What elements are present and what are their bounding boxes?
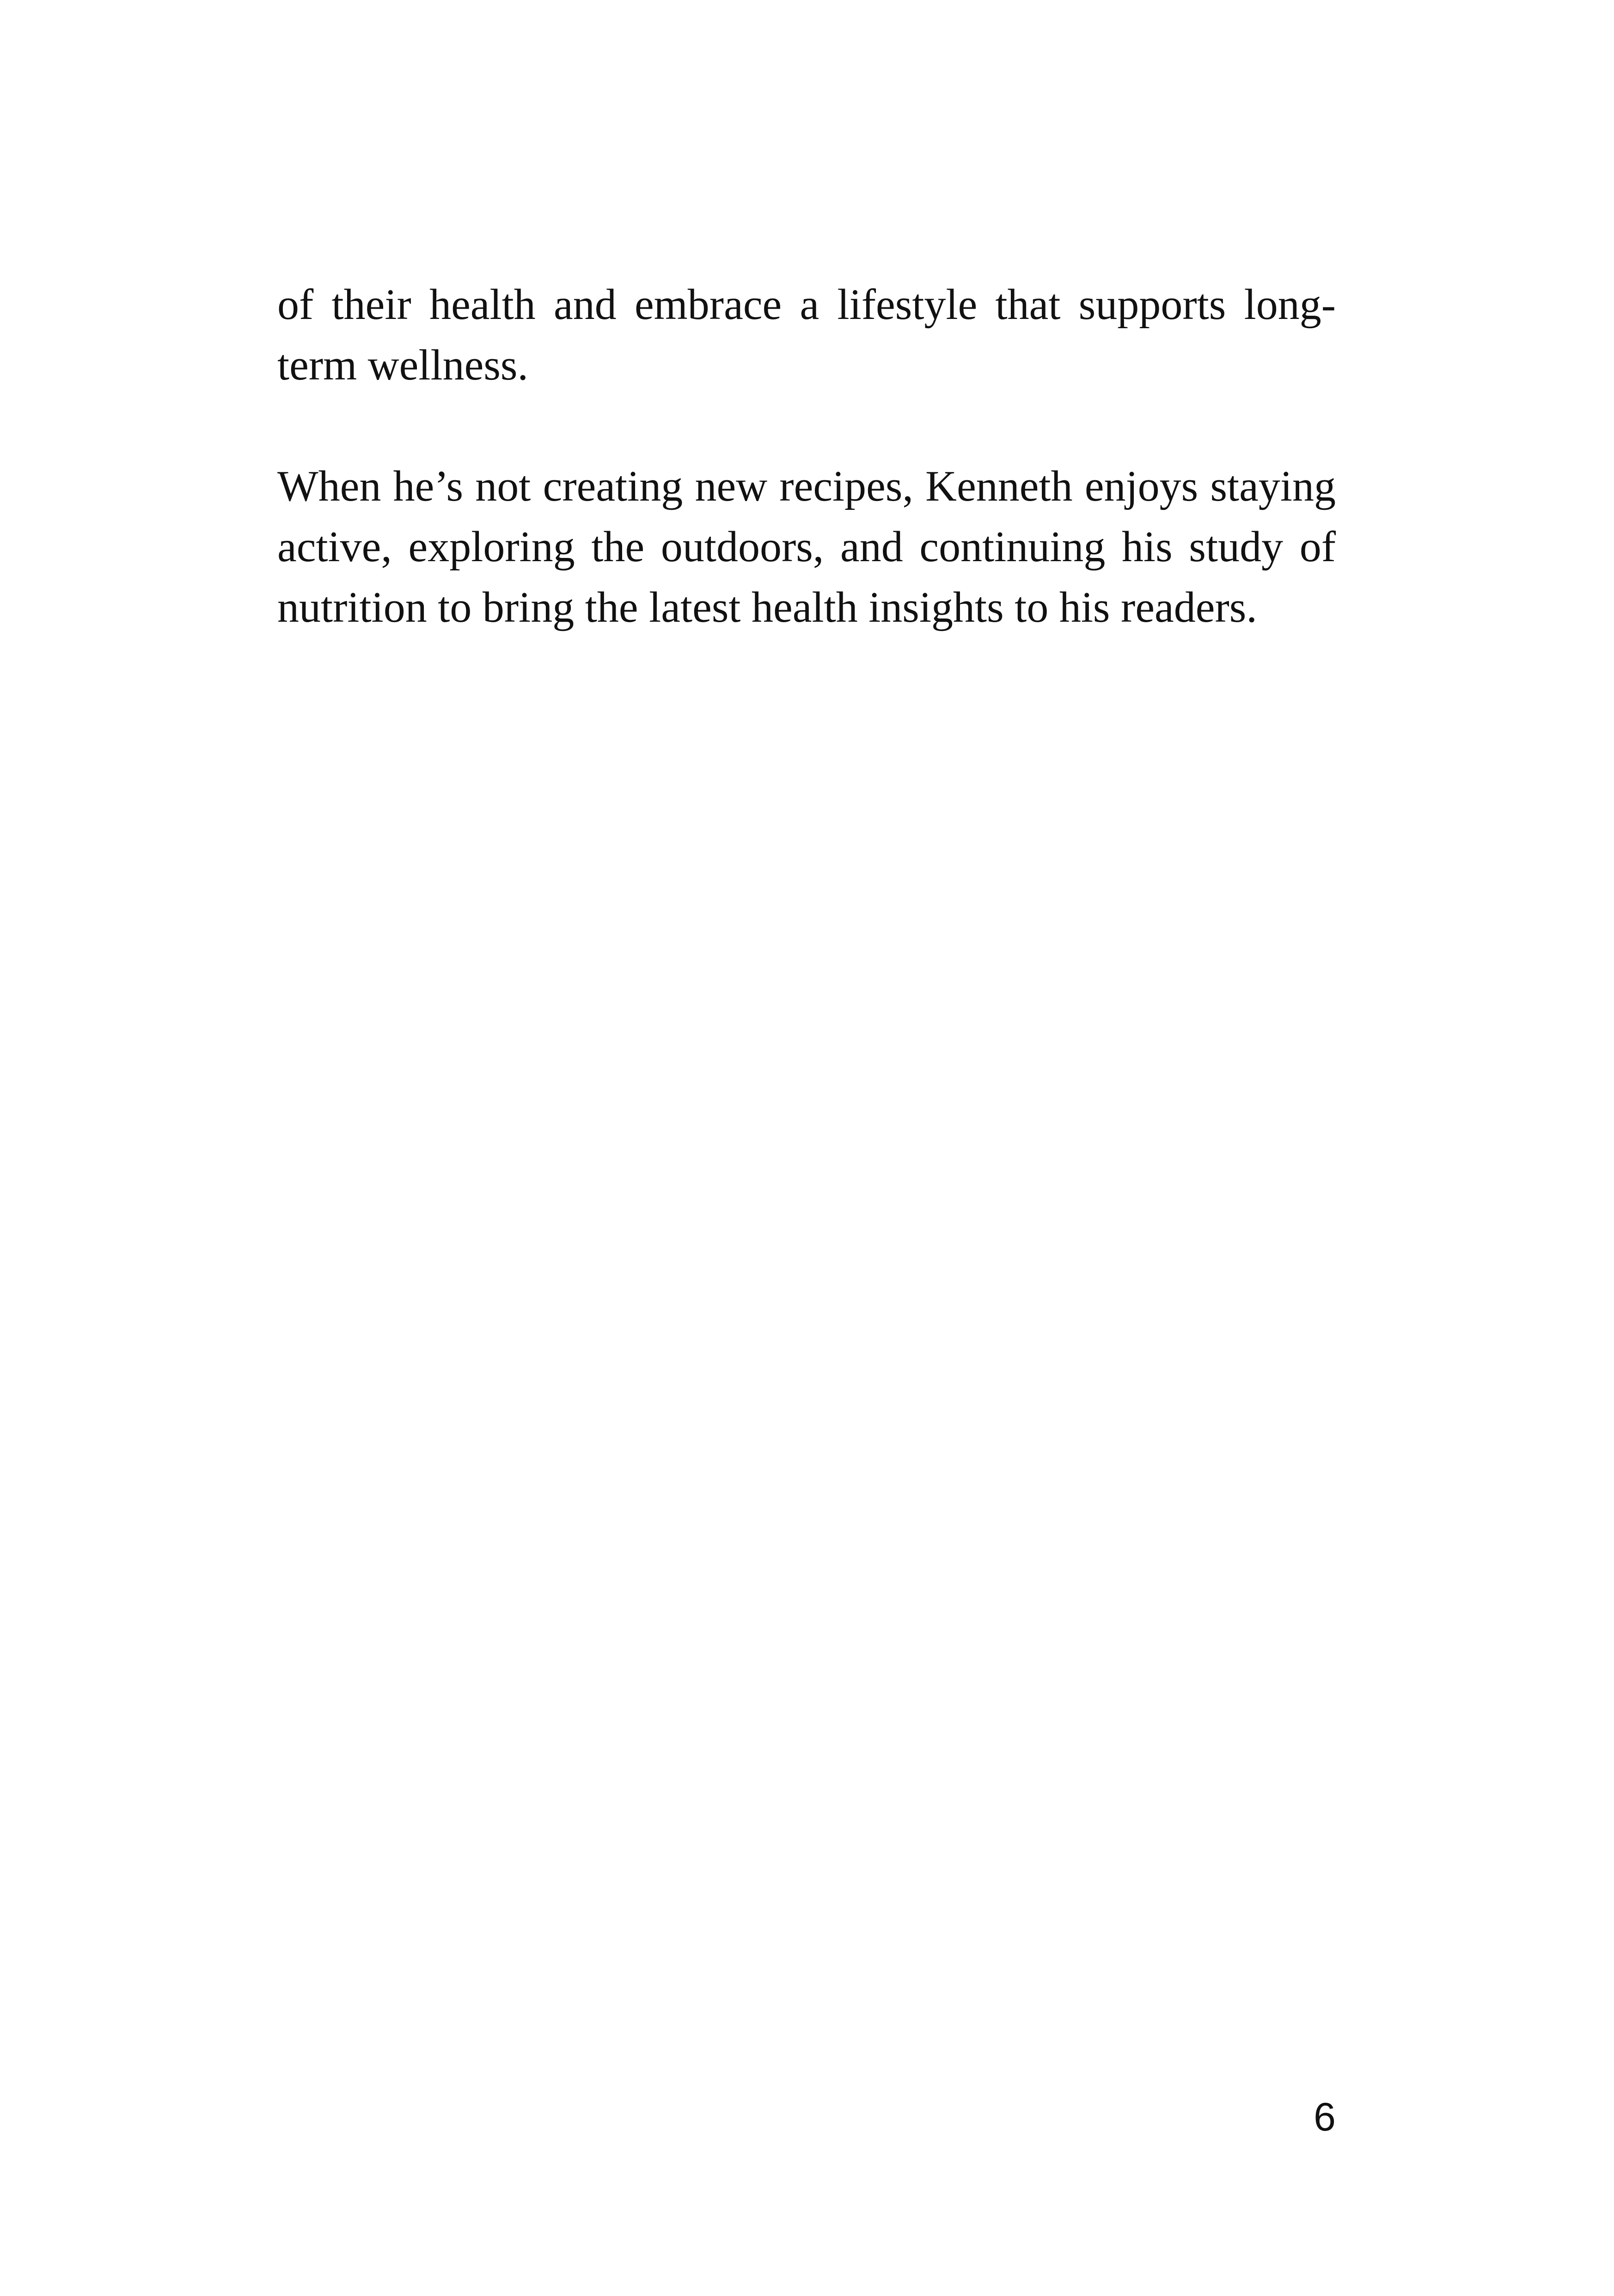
paragraph-author-hobbies: When he’s not creating new recipes, Kenneth enjoys staying active, exploring the outdoors, and continuing his study of nutrition to bring the latest health insights to his readers. xyxy=(277,462,1336,631)
paragraph-continuation: of their health and embrace a lifestyle that supports long-term wellness. xyxy=(277,281,1336,389)
page-number: 6 xyxy=(1314,2095,1336,2139)
body-text xyxy=(277,275,1336,698)
